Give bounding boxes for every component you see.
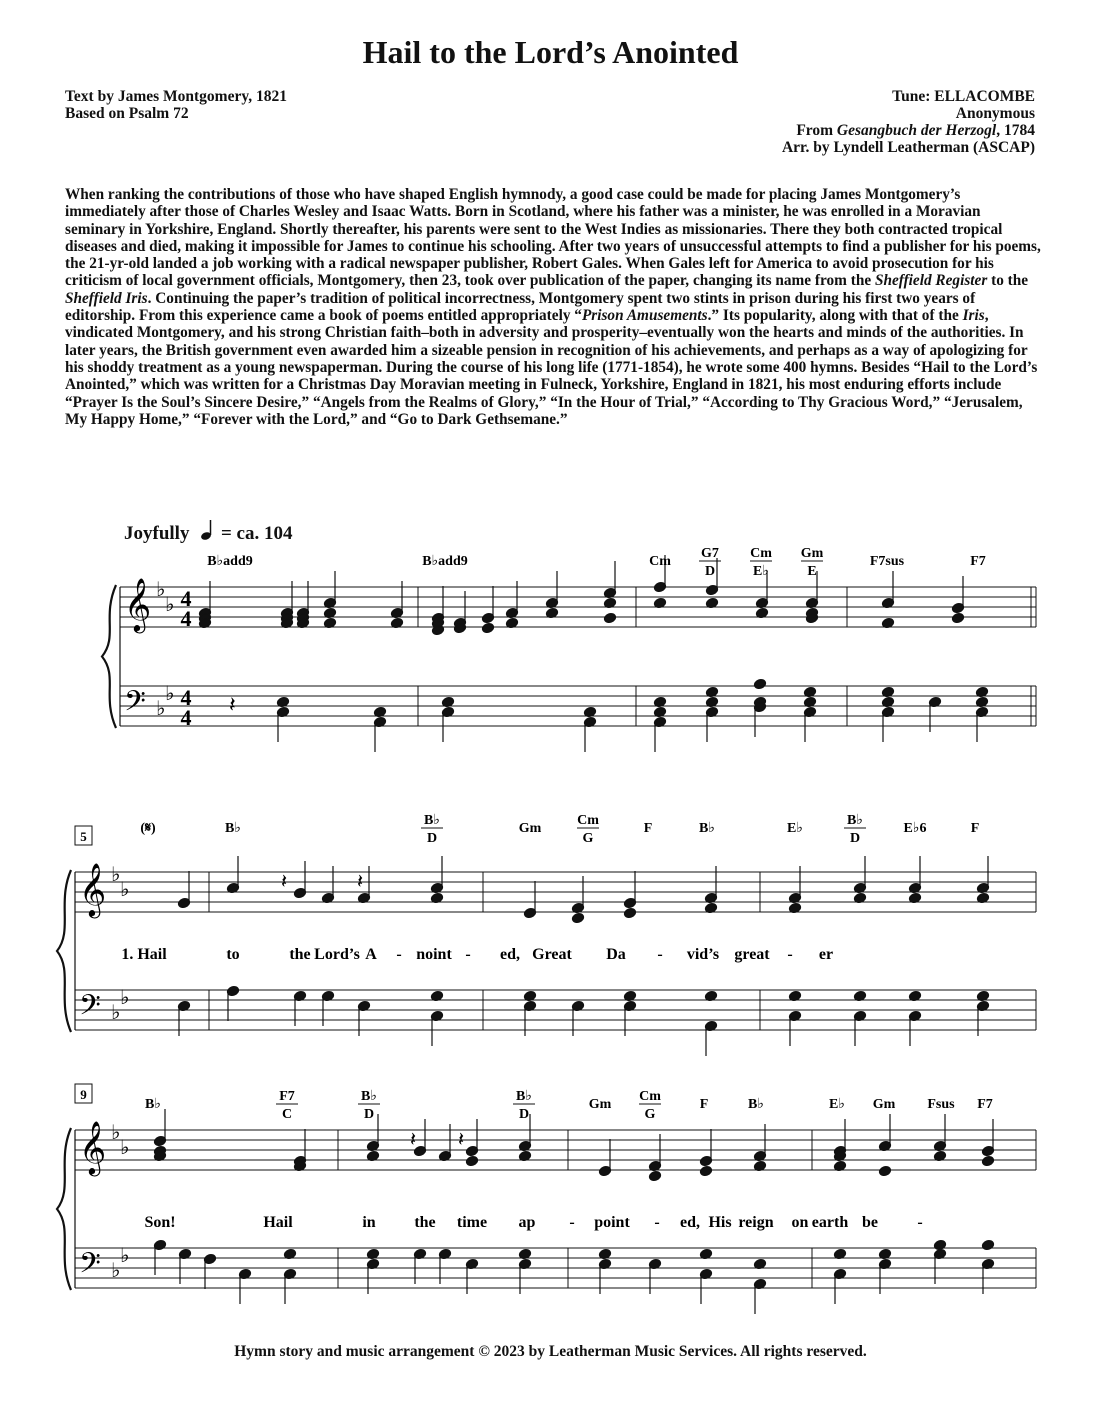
flat-icon: ♭ — [120, 987, 130, 1009]
text-author: Text by James Montgomery, 1821 — [65, 88, 288, 105]
tempo-value: = ca. 104 — [220, 523, 293, 544]
story-italic-title: Sheffield Iris — [65, 289, 148, 307]
chord-symbol-upper: B♭ — [424, 813, 440, 828]
treble-clef-icon: 𝄞 — [79, 1122, 107, 1173]
story-italic-title: Prison Amusements — [581, 307, 708, 325]
treble-note — [648, 1170, 661, 1182]
lyric-syllable: great — [734, 946, 770, 963]
text-source: Based on Psalm 72 — [65, 105, 189, 122]
lyric-syllable: ed, — [680, 1214, 700, 1231]
chord-symbol: B♭ — [225, 821, 241, 836]
lyric-syllable: er — [818, 946, 834, 963]
treble-note — [623, 907, 636, 919]
lyric-syllable: earth — [811, 1214, 849, 1231]
lyric-syllable: noint — [416, 946, 452, 963]
chord-symbol-bass: G — [644, 1107, 656, 1122]
bass-note — [981, 1239, 994, 1251]
chord-symbol-bass: D — [849, 831, 861, 846]
hymn-title: Hail to the Lord’s Anointed — [362, 34, 739, 70]
lyric-syllable: 1. Hail — [121, 946, 167, 963]
lyric-syllable: vid’s — [686, 946, 720, 963]
chord-symbol-upper: Cm — [577, 813, 599, 828]
flat-icon: ♭ — [111, 1260, 121, 1282]
chord-symbol-bass: D — [363, 1107, 375, 1122]
chord-symbol: Gm — [518, 821, 542, 836]
lyric-syllable: the — [414, 1214, 436, 1231]
chord-symbol: E♭ — [829, 1097, 845, 1112]
treble-note — [699, 1165, 712, 1177]
lyric-syllable: - — [917, 1214, 923, 1231]
copyright-notice: Hymn story and music arrangement © 2023 by Leatherman Music Services. All rights reserved. — [234, 1343, 867, 1360]
flat-icon: ♭ — [165, 594, 175, 616]
bass-clef-icon: 𝄢 — [79, 1249, 101, 1286]
chord-symbol: B♭add9 — [422, 554, 468, 569]
lyric-syllable: Da — [606, 946, 626, 963]
chord-symbol: B♭ — [748, 1097, 764, 1112]
lyric-syllable: - — [465, 946, 471, 963]
lyric-syllable: reign — [738, 1214, 774, 1231]
treble-note — [571, 912, 584, 924]
chord-symbol-upper: F7 — [279, 1089, 295, 1104]
segno-sign: (𝄋) — [140, 821, 156, 836]
chord-symbol-bass: D — [426, 831, 438, 846]
quarter-rest-icon: 𝄽 — [229, 692, 236, 717]
story-italic-title: Sheffield Register — [874, 272, 988, 290]
flat-icon: ♭ — [165, 683, 175, 705]
treble-note — [603, 612, 616, 624]
story-text: , vindicated Montgomery, and his strong Christian faith–both in adversity and prosperity–eventually won the hearts and minds of the authorities. In later years, the British government even awarded him a sizeable pension in recognition of his achievements, and perhaps as a way of apologizing for his shoddy treatment as a young newspaperman. During the course of his long life (1771-1854), he wrote some 400 hymns. Besides “Hail to the Lord’s Anointed,” which was written for a Christmas Day Moravian meeting in Fulneck, Yorkshire, England in 1821, his most enduring efforts include “Prayer Is the Soul’s Sincere Desire,” “Angels from the Realms of Glory,” “In the Hour of Trial,” “According to Thy Gracious Word,” “Jerusalem, My Happy Home,” “Forever with the Lord,” and “Go to Dark Gethsemane.” — [65, 307, 1038, 428]
tune-arranger: Arr. by Lyndell Leatherman (ASCAP) — [781, 139, 1035, 156]
chord-symbol-bass: G — [582, 831, 594, 846]
treble-note — [481, 622, 494, 634]
lyric-syllable: time — [456, 1214, 488, 1231]
lyric-syllable: His — [708, 1214, 732, 1231]
chord-symbol-bass: E — [807, 564, 817, 579]
lyric-syllable: in — [362, 1214, 376, 1231]
lyric-syllable: Son! — [144, 1214, 176, 1231]
measure-number: 5 — [80, 829, 87, 844]
chord-symbol: B♭ — [699, 821, 715, 836]
chord-symbol: Fsus — [927, 1097, 955, 1112]
bass-clef-icon: 𝄢 — [124, 687, 146, 724]
chord-symbol: F7 — [970, 554, 986, 569]
chord-symbol: F7sus — [869, 554, 905, 569]
chord-symbol-bass: D — [704, 564, 716, 579]
story-text: . Continuing the paper’s tradition of political incorrectness, Montgomery spent two stints in prison during his first two years of editorship. From this experience came a book of poems entitled appropriately “ — [65, 289, 976, 325]
flat-icon: ♭ — [156, 698, 166, 720]
time-signature-denominator: 4 — [180, 705, 192, 730]
lyric-syllable: - — [657, 946, 663, 963]
chord-symbol: F7 — [977, 1097, 993, 1112]
chord-symbol: Gm — [588, 1097, 612, 1112]
chord-symbol-upper: Cm — [639, 1089, 661, 1104]
quarter-rest-icon: 𝄽 — [410, 1129, 417, 1151]
treble-note — [981, 1155, 994, 1167]
quarter-rest-icon: 𝄽 — [357, 871, 364, 893]
system-brace — [57, 1128, 71, 1290]
chord-symbol-upper: B♭ — [847, 813, 863, 828]
treble-note — [465, 1155, 478, 1167]
flat-icon: ♭ — [111, 864, 121, 886]
chord-symbol-upper: Gm — [800, 546, 824, 561]
bass-clef-icon: 𝄢 — [79, 991, 101, 1028]
chord-symbol-bass: D — [518, 1107, 530, 1122]
chord-symbol: Cm — [649, 554, 671, 569]
chord-symbol: Gm — [872, 1097, 896, 1112]
flat-icon: ♭ — [111, 1002, 121, 1024]
story-text: .” Its popularity, along with that of the — [707, 307, 963, 325]
system-brace — [57, 870, 71, 1032]
lyric-syllable: the — [289, 946, 311, 963]
lyric-syllable: Lord’s — [314, 946, 360, 963]
lyric-syllable: - — [654, 1214, 660, 1231]
lyric-syllable: on — [791, 1214, 809, 1231]
chord-symbol: B♭ — [145, 1097, 161, 1112]
treble-clef-icon: 𝄞 — [79, 864, 107, 915]
chord-symbol: F — [970, 821, 980, 836]
tune-source: From Gesangbuch der Herzogl, 1784 — [796, 122, 1035, 139]
lyric-syllable: - — [787, 946, 793, 963]
system-brace — [102, 585, 116, 728]
chord-symbol-upper: B♭ — [361, 1089, 377, 1104]
tune-name: Tune: ELLACOMBE — [892, 88, 1035, 105]
tempo-word: Joyfully — [124, 523, 190, 544]
chord-symbol: F — [699, 1097, 709, 1112]
bass-note — [753, 678, 766, 690]
chord-symbol: B♭add9 — [207, 554, 253, 569]
treble-clef-icon: 𝄞 — [124, 579, 152, 630]
flat-icon: ♭ — [120, 1137, 130, 1159]
quarter-rest-icon: 𝄽 — [281, 871, 288, 893]
chord-symbol: E♭ — [787, 821, 803, 836]
chord-symbol-upper: Cm — [750, 546, 772, 561]
tune-composer: Anonymous — [955, 105, 1035, 122]
lyric-syllable: to — [226, 946, 240, 963]
chord-symbol: F — [643, 821, 653, 836]
flat-icon: ♭ — [156, 579, 166, 601]
story-text: to the — [987, 272, 1029, 290]
lyric-syllable: Great — [532, 946, 572, 963]
time-signature-numerator: 4 — [180, 586, 192, 611]
treble-note — [951, 612, 964, 624]
story-italic-title: Iris — [962, 307, 985, 325]
flat-icon: ♭ — [120, 1245, 130, 1267]
lyric-syllable: - — [396, 946, 402, 963]
story-text: When ranking the contributions of those who have shaped English hymnody, a good case could be made for placing James Montgomery’s immediately after those of Charles Wesley and Isaac Watts. Born in Scotland, where his father was a minister, he was enrolled in a Moravian seminary in Yorkshire, England. Shortly thereafter, his parents were sent to the West Indies as missionaries. There they both contracted tropical diseases and died, making it impossible for James to continue his schooling. After two years of unsuccessful attempts to find a publisher for his poems, the 21-yr-old landed a job working with a radical newspaper publisher, Robert Gales. When Gales left for America to avoid prosecution for his criticism of local government officials, Montgomery, then 23, took over publication of the paper, changing its name from the — [65, 186, 1041, 290]
chord-symbol: E♭6 — [903, 821, 927, 836]
lyric-syllable: Hail — [263, 1214, 293, 1231]
time-signature-numerator: 4 — [180, 685, 192, 710]
chord-symbol-bass: E♭ — [753, 564, 769, 579]
flat-icon: ♭ — [111, 1122, 121, 1144]
lyric-syllable: - — [569, 1214, 575, 1231]
chord-symbol-upper: B♭ — [516, 1089, 532, 1104]
chord-symbol-upper: G7 — [701, 546, 719, 561]
flat-icon: ♭ — [120, 879, 130, 901]
treble-note — [878, 1165, 891, 1177]
lyric-syllable: A — [365, 946, 377, 963]
quarter-rest-icon: 𝄽 — [458, 1129, 465, 1151]
chord-symbol-bass: C — [281, 1107, 293, 1122]
lyric-syllable: ap — [518, 1214, 536, 1231]
lyric-syllable: ed, — [500, 946, 520, 963]
lyric-syllable: point — [594, 1214, 630, 1231]
time-signature-denominator: 4 — [180, 606, 192, 631]
measure-number: 9 — [80, 1087, 87, 1102]
lyric-syllable: be — [862, 1214, 878, 1231]
